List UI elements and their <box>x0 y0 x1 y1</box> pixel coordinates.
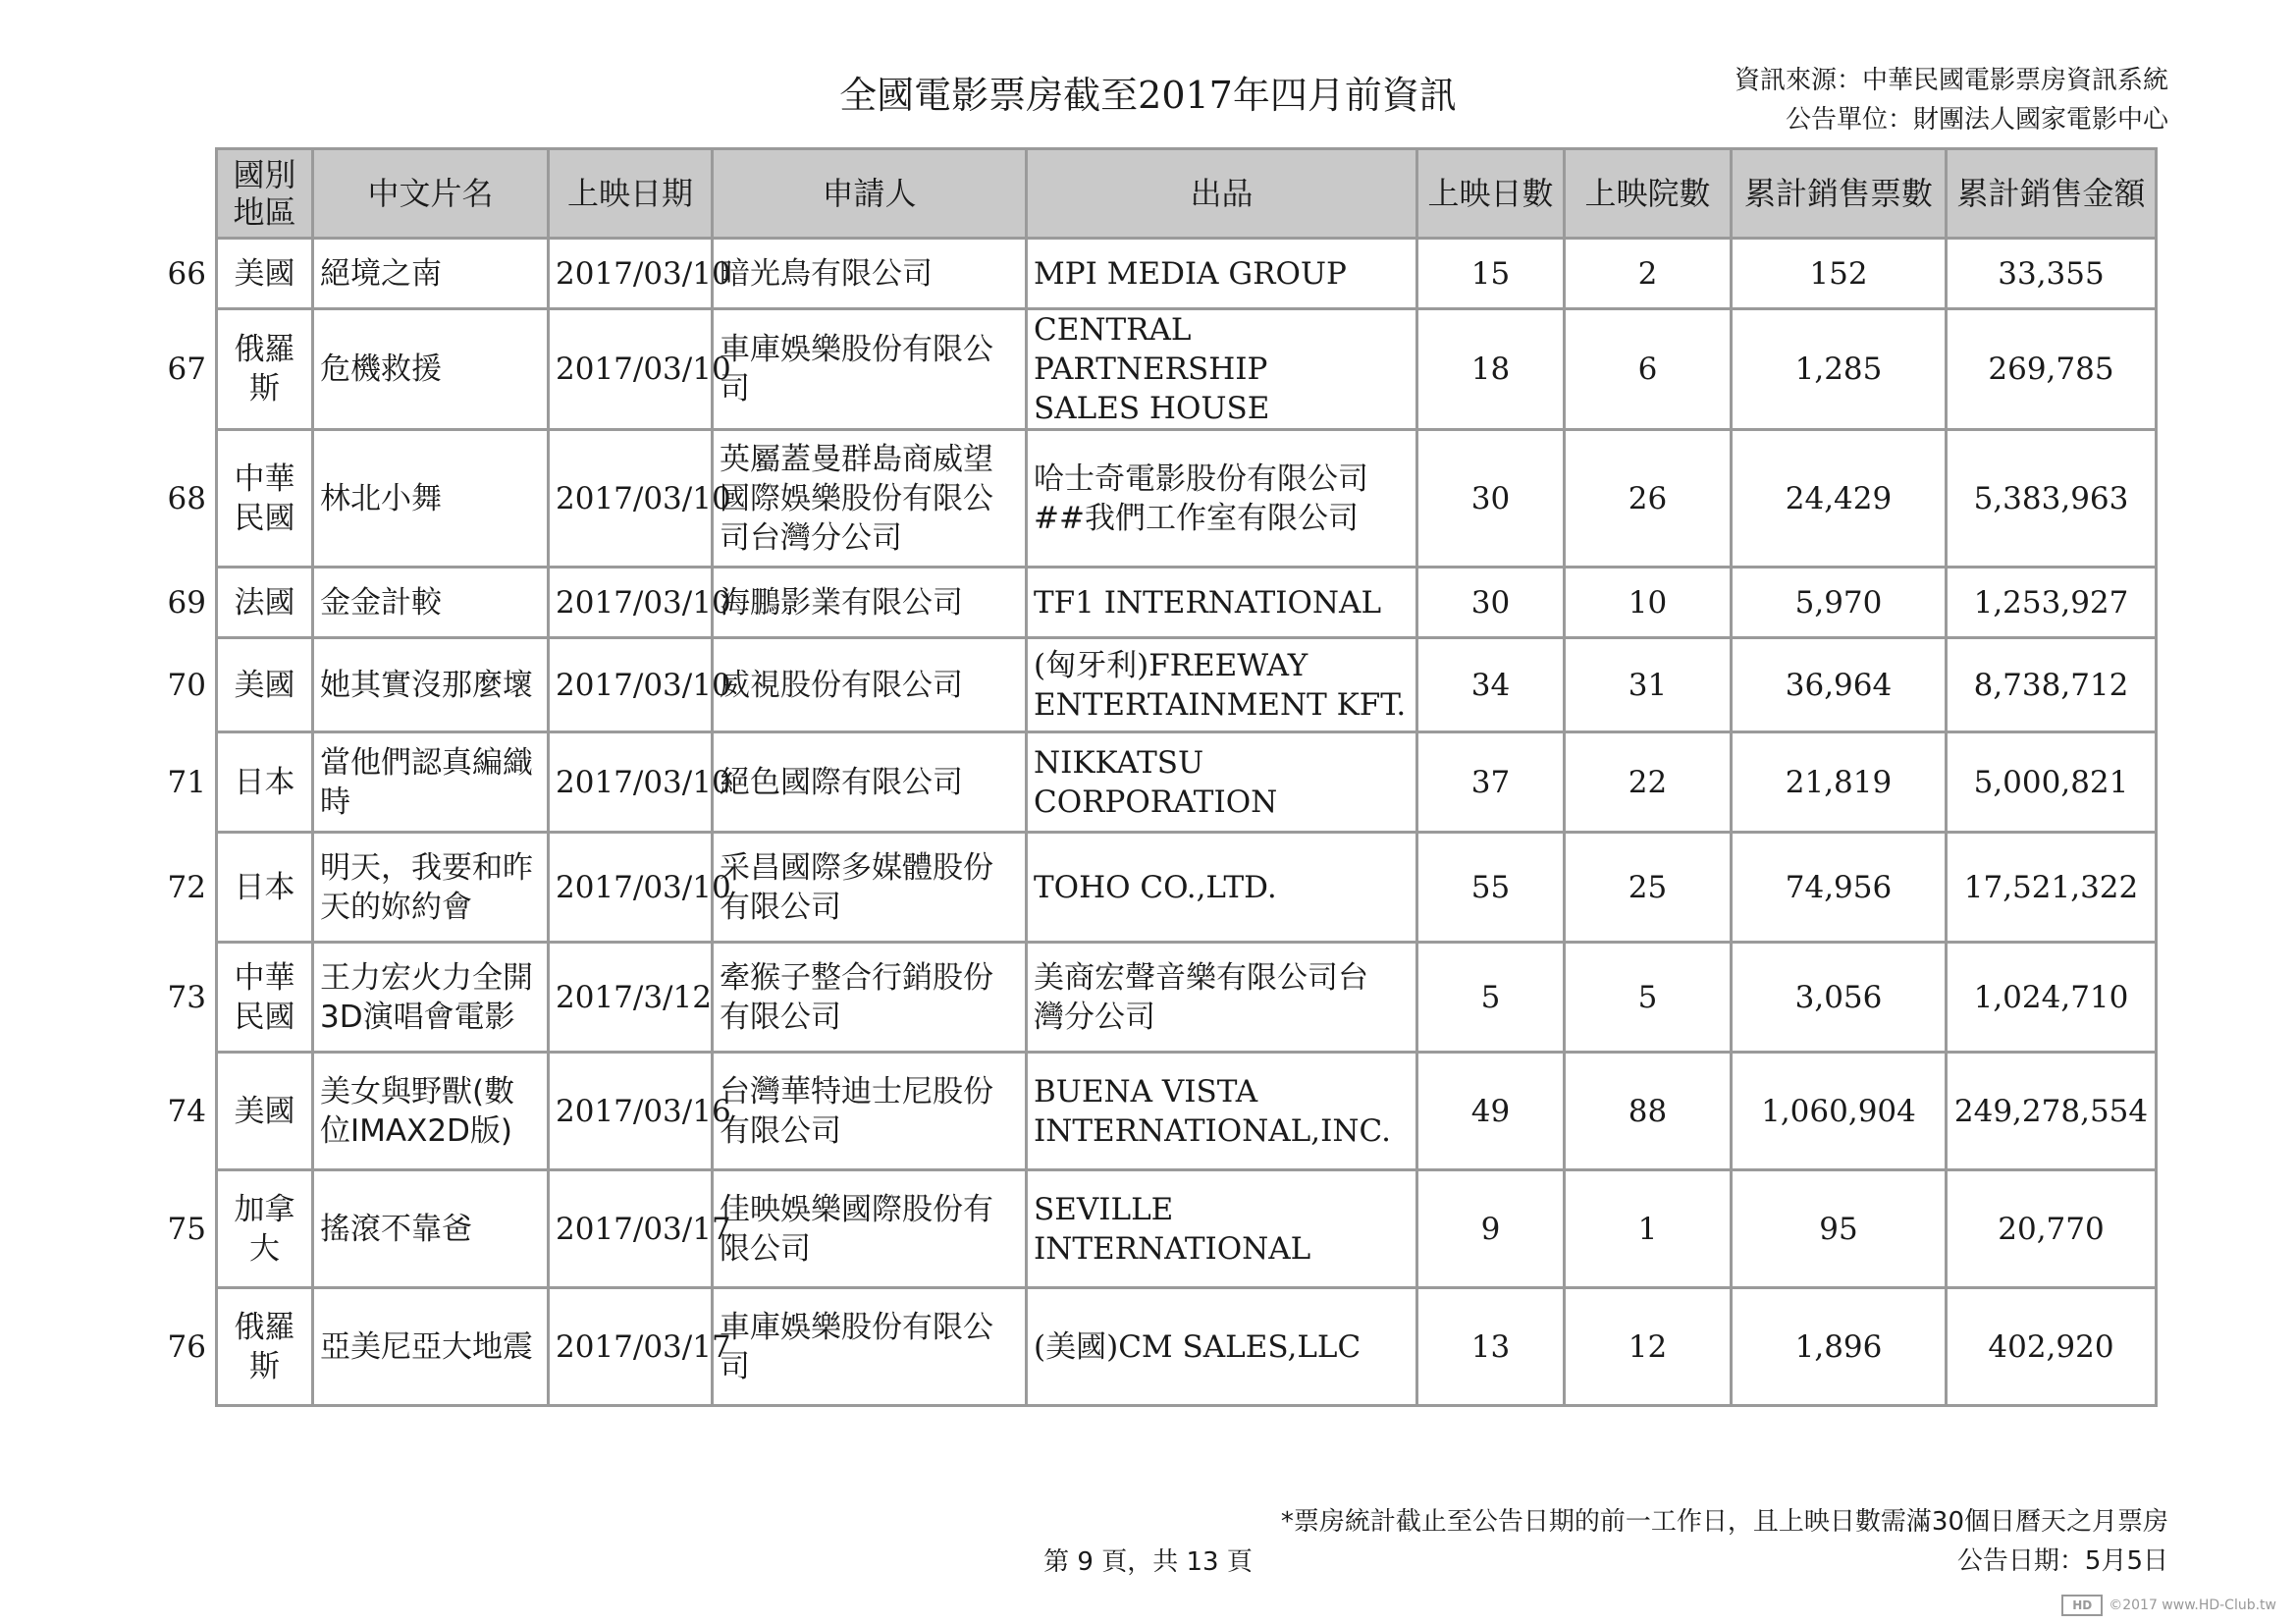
row-country: 中華 民國 <box>217 943 313 1053</box>
row-release-date: 2017/3/12 <box>549 943 713 1053</box>
announce-date: 公告日期：5月5日 <box>1956 1546 2168 1576</box>
row-tickets-sold: 74,956 <box>1732 833 1947 943</box>
column-header: 累計銷售金額 <box>1947 149 2157 239</box>
column-header: 出品 <box>1027 149 1417 239</box>
row-number: 71 <box>167 764 206 800</box>
row-screening-days: 15 <box>1417 239 1565 309</box>
row-applicant: 牽猴子整合行銷股份 有限公司 <box>713 943 1027 1053</box>
row-tickets-sold: 24,429 <box>1732 430 1947 568</box>
table-row <box>217 1053 2157 1170</box>
row-total-revenue: 5,000,821 <box>1947 732 2157 833</box>
row-screening-days: 18 <box>1417 309 1565 430</box>
row-applicant: 威視股份有限公司 <box>713 638 1027 732</box>
row-applicant: 車庫娛樂股份有限公 司 <box>713 1288 1027 1406</box>
row-country: 俄羅 斯 <box>217 309 313 430</box>
row-theater-count: 2 <box>1565 239 1732 309</box>
row-country: 中華 民國 <box>217 430 313 568</box>
row-producer: BUENA VISTA INTERNATIONAL,INC. <box>1027 1053 1417 1170</box>
table-row <box>217 239 2157 309</box>
row-screening-days: 55 <box>1417 833 1565 943</box>
row-release-date: 2017/03/10 <box>549 638 713 732</box>
row-total-revenue: 402,920 <box>1947 1288 2157 1406</box>
row-release-date: 2017/03/17 <box>549 1288 713 1406</box>
row-title: 王力宏火力全開 3D演唱會電影 <box>313 943 549 1053</box>
row-tickets-sold: 95 <box>1732 1170 1947 1288</box>
row-screening-days: 5 <box>1417 943 1565 1053</box>
row-applicant: 采昌國際多媒體股份 有限公司 <box>713 833 1027 943</box>
table-row <box>217 309 2157 430</box>
row-country: 日本 <box>217 833 313 943</box>
row-country: 美國 <box>217 1053 313 1170</box>
watermark <box>2061 1595 2276 1616</box>
box-office-table <box>215 147 2158 1407</box>
column-header: 申請人 <box>713 149 1027 239</box>
column-header: 上映日數 <box>1417 149 1565 239</box>
column-header: 國別 地區 <box>217 149 313 239</box>
table-body <box>217 239 2157 1406</box>
row-total-revenue: 33,355 <box>1947 239 2157 309</box>
row-screening-days: 30 <box>1417 430 1565 568</box>
row-number: 75 <box>167 1211 206 1247</box>
row-screening-days: 37 <box>1417 732 1565 833</box>
table-row <box>217 943 2157 1053</box>
row-tickets-sold: 5,970 <box>1732 568 1947 638</box>
row-total-revenue: 17,521,322 <box>1947 833 2157 943</box>
row-title: 危機救援 <box>313 309 549 430</box>
row-tickets-sold: 152 <box>1732 239 1947 309</box>
table-row <box>217 1170 2157 1288</box>
row-producer: 哈士奇電影股份有限公司 ##我們工作室有限公司 <box>1027 430 1417 568</box>
document-title: 全國電影票房截至2017年四月前資訊 <box>839 74 1457 117</box>
row-number: 68 <box>167 480 206 516</box>
row-theater-count: 10 <box>1565 568 1732 638</box>
row-applicant: 英屬蓋曼群島商威望 國際娛樂股份有限公 司台灣分公司 <box>713 430 1027 568</box>
table-row <box>217 833 2157 943</box>
row-release-date: 2017/03/10 <box>549 568 713 638</box>
row-release-date: 2017/03/10 <box>549 833 713 943</box>
row-title: 她其實沒那麼壞 <box>313 638 549 732</box>
row-total-revenue: 269,785 <box>1947 309 2157 430</box>
table-header-row <box>217 149 2157 239</box>
column-header: 上映院數 <box>1565 149 1732 239</box>
row-producer: CENTRAL PARTNERSHIP SALES HOUSE <box>1027 309 1417 430</box>
row-title: 搖滾不靠爸 <box>313 1170 549 1288</box>
column-header: 中文片名 <box>313 149 549 239</box>
row-release-date: 2017/03/17 <box>549 1170 713 1288</box>
source-line: 資訊來源：中華民國電影票房資訊系統 <box>1734 66 2168 95</box>
row-release-date: 2017/03/10 <box>549 430 713 568</box>
row-country: 美國 <box>217 638 313 732</box>
row-tickets-sold: 21,819 <box>1732 732 1947 833</box>
publisher-line: 公告單位：財團法人國家電影中心 <box>1785 105 2168 135</box>
table-row <box>217 732 2157 833</box>
row-producer: (美國)CM SALES,LLC <box>1027 1288 1417 1406</box>
row-title: 美女與野獸(數 位IMAX2D版) <box>313 1053 549 1170</box>
row-number: 67 <box>167 352 206 387</box>
row-country: 法國 <box>217 568 313 638</box>
row-number: 74 <box>167 1093 206 1129</box>
row-title: 林北小舞 <box>313 430 549 568</box>
row-number: 70 <box>167 667 206 703</box>
row-number: 76 <box>167 1328 206 1365</box>
row-theater-count: 31 <box>1565 638 1732 732</box>
row-screening-days: 34 <box>1417 638 1565 732</box>
row-release-date: 2017/03/10 <box>549 309 713 430</box>
row-theater-count: 26 <box>1565 430 1732 568</box>
row-number: 72 <box>167 869 206 905</box>
row-applicant: 海鵬影業有限公司 <box>713 568 1027 638</box>
row-number: 66 <box>167 255 206 292</box>
page-info: 第 9 頁，共 13 頁 <box>1043 1547 1253 1577</box>
row-theater-count: 88 <box>1565 1053 1732 1170</box>
row-theater-count: 25 <box>1565 833 1732 943</box>
row-theater-count: 6 <box>1565 309 1732 430</box>
row-number: 73 <box>167 979 206 1015</box>
table-row <box>217 1288 2157 1406</box>
column-header: 上映日期 <box>549 149 713 239</box>
row-screening-days: 9 <box>1417 1170 1565 1288</box>
watermark-logo: HD <box>2061 1595 2103 1616</box>
row-title: 金金計較 <box>313 568 549 638</box>
row-title: 當他們認真編織 時 <box>313 732 549 833</box>
row-total-revenue: 1,253,927 <box>1947 568 2157 638</box>
row-screening-days: 49 <box>1417 1053 1565 1170</box>
row-total-revenue: 5,383,963 <box>1947 430 2157 568</box>
source-block <box>1735 61 2168 139</box>
row-tickets-sold: 36,964 <box>1732 638 1947 732</box>
row-total-revenue: 1,024,710 <box>1947 943 2157 1053</box>
row-release-date: 2017/03/10 <box>549 239 713 309</box>
row-theater-count: 12 <box>1565 1288 1732 1406</box>
row-tickets-sold: 1,285 <box>1732 309 1947 430</box>
row-title: 亞美尼亞大地震 <box>313 1288 549 1406</box>
table-row <box>217 430 2157 568</box>
row-country: 美國 <box>217 239 313 309</box>
row-applicant: 暗光鳥有限公司 <box>713 239 1027 309</box>
table-row <box>217 638 2157 732</box>
row-country: 日本 <box>217 732 313 833</box>
row-producer: NIKKATSU CORPORATION <box>1027 732 1417 833</box>
watermark-text: ©2017 www.HD-Club.tw <box>2109 1597 2276 1613</box>
row-producer: 美商宏聲音樂有限公司台 灣分公司 <box>1027 943 1417 1053</box>
row-producer: (匈牙利)FREEWAY ENTERTAINMENT KFT. <box>1027 638 1417 732</box>
row-tickets-sold: 3,056 <box>1732 943 1947 1053</box>
row-tickets-sold: 1,060,904 <box>1732 1053 1947 1170</box>
row-country: 俄羅 斯 <box>217 1288 313 1406</box>
row-title: 明天，我要和昨 天的妳約會 <box>313 833 549 943</box>
row-producer: TOHO CO.,LTD. <box>1027 833 1417 943</box>
row-producer: SEVILLE INTERNATIONAL <box>1027 1170 1417 1288</box>
row-release-date: 2017/03/16 <box>549 1053 713 1170</box>
row-release-date: 2017/03/10 <box>549 732 713 833</box>
footnote-text: *票房統計截止至公告日期的前一工作日，且上映日數需滿30個日曆天之月票房 <box>1280 1507 2168 1537</box>
row-screening-days: 30 <box>1417 568 1565 638</box>
row-producer: MPI MEDIA GROUP <box>1027 239 1417 309</box>
row-applicant: 台灣華特迪士尼股份 有限公司 <box>713 1053 1027 1170</box>
row-country: 加拿 大 <box>217 1170 313 1288</box>
row-title: 絕境之南 <box>313 239 549 309</box>
row-theater-count: 22 <box>1565 732 1732 833</box>
row-total-revenue: 8,738,712 <box>1947 638 2157 732</box>
table-row <box>217 568 2157 638</box>
row-applicant: 車庫娛樂股份有限公 司 <box>713 309 1027 430</box>
row-theater-count: 1 <box>1565 1170 1732 1288</box>
row-total-revenue: 249,278,554 <box>1947 1053 2157 1170</box>
row-producer: TF1 INTERNATIONAL <box>1027 568 1417 638</box>
row-screening-days: 13 <box>1417 1288 1565 1406</box>
row-applicant: 佳映娛樂國際股份有 限公司 <box>713 1170 1027 1288</box>
row-total-revenue: 20,770 <box>1947 1170 2157 1288</box>
row-number: 69 <box>167 584 206 621</box>
row-theater-count: 5 <box>1565 943 1732 1053</box>
column-header: 累計銷售票數 <box>1732 149 1947 239</box>
row-applicant: 絕色國際有限公司 <box>713 732 1027 833</box>
row-tickets-sold: 1,896 <box>1732 1288 1947 1406</box>
